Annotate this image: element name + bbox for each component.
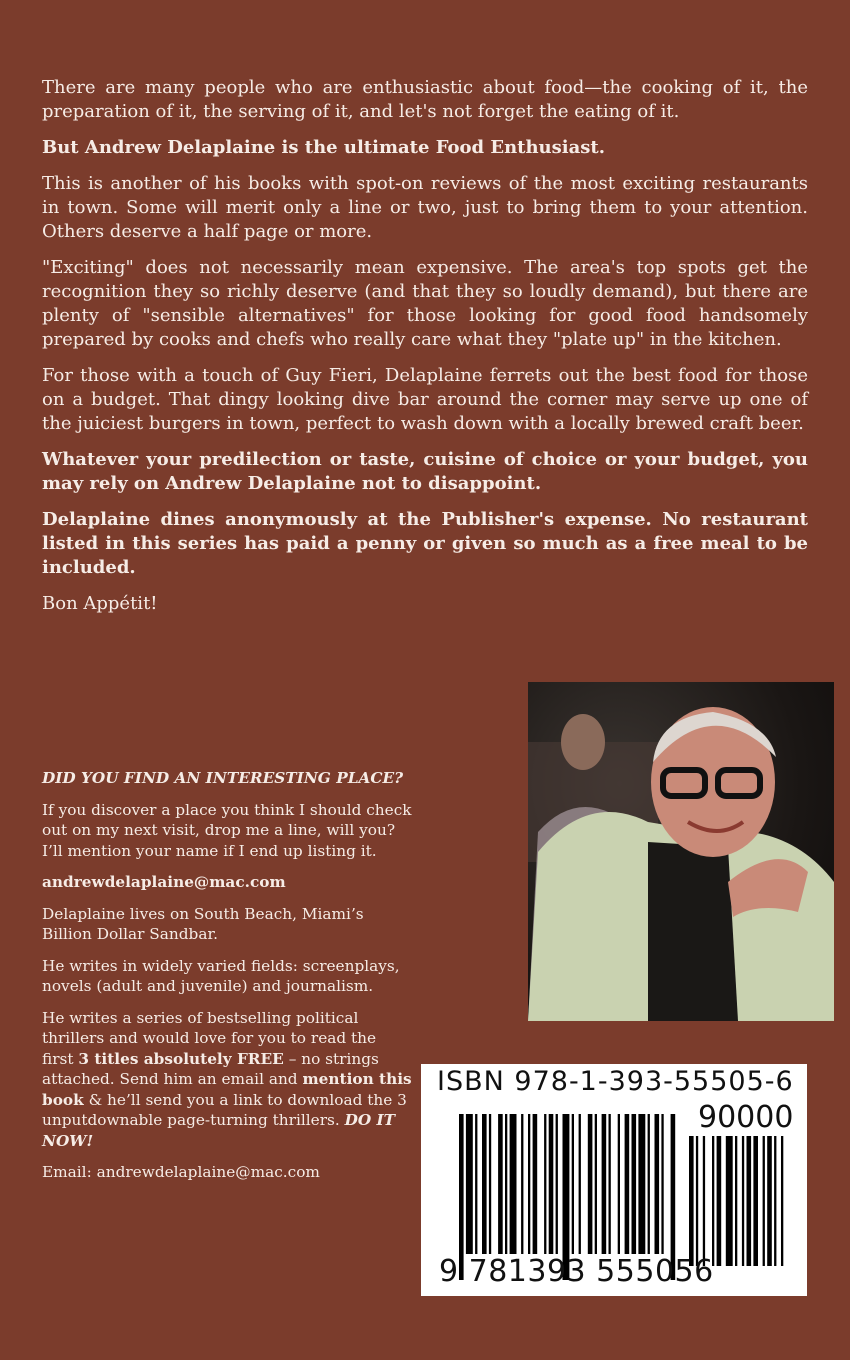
barcode-bar (618, 1114, 620, 1254)
barcode-bar (579, 1114, 581, 1254)
offer-text: He writes a series of bestselling political thrillers and would love for you to read the first (42, 1008, 377, 1068)
offer-text: – no strings attached. Send him an email and (42, 1049, 379, 1088)
barcode-bar (498, 1114, 503, 1254)
intro-paragraph: There are many people who are enthusiastic about food—the cooking of it, the preparation of it, the serving of it, and let's not forget the eating of it. (42, 77, 808, 122)
barcode-bar (689, 1136, 694, 1266)
author-paragraph: Delaplaine lives on South Beach, Miami’s Billion Dollar Sandbar. (42, 904, 364, 943)
offer-bold: 3 titles absolutely FREE (78, 1049, 284, 1068)
barcode-bar (521, 1114, 523, 1254)
barcode-bar (742, 1136, 744, 1266)
barcode-bar (475, 1114, 477, 1254)
barcode-bar (528, 1114, 530, 1254)
barcode-bar (703, 1136, 705, 1266)
barcode-bar (588, 1114, 593, 1254)
author-photo (528, 682, 834, 1021)
intro-paragraph: "Exciting" does not necessarily mean expensive. The area's top spots get the recognition they so richly deserve (and that they so loudly demand), but there are plenty of "sensible alternatives" for those looking for good food handsomely prepared by cooks and chefs who really care what they "plate up" in the kitchen. (42, 257, 808, 350)
barcode-bar (726, 1136, 733, 1266)
barcode-bar (781, 1136, 783, 1266)
barcode-bar (489, 1114, 491, 1254)
barcode-digits: 9 781393 555056 (439, 1254, 714, 1289)
barcode-bar (505, 1114, 507, 1254)
author-offer-paragraph (42, 1008, 412, 1152)
barcode-bar (638, 1114, 645, 1254)
barcode-bar (556, 1114, 558, 1254)
barcode-bar (648, 1114, 650, 1254)
author-email-link[interactable]: andrewdelaplaine@mac.com (42, 873, 286, 891)
author-column (42, 768, 412, 1194)
barcode-bar (661, 1114, 663, 1254)
barcode-bar (625, 1114, 630, 1254)
offer-bold: mention this book (42, 1070, 412, 1109)
price-addon: 90000 (698, 1100, 794, 1135)
intro-bold-paragraph: Delaplaine dines anonymously at the Publisher's expense. No restaurant listed in this series has paid a penny or given so much as a free meal to be included. (42, 509, 808, 578)
barcode-bar (544, 1114, 546, 1254)
author-heading: DID YOU FIND AN INTERESTING PLACE? (42, 769, 404, 787)
isbn-label: ISBN 978-1-393-55505-6 (437, 1066, 794, 1097)
barcode-bar (735, 1136, 737, 1266)
barcode-bar (602, 1114, 607, 1254)
barcode-bar (717, 1136, 722, 1266)
barcode-bar (763, 1136, 765, 1266)
barcode-bar (774, 1136, 776, 1266)
author-email-line[interactable]: Email: andrewdelaplaine@mac.com (42, 1163, 320, 1181)
offer-cta: DO IT NOW! (42, 1111, 396, 1150)
isbn-barcode (421, 1064, 807, 1296)
barcode-bar (482, 1114, 487, 1254)
intro-tagline: But Andrew Delaplaine is the ultimate Food Enthusiast. (42, 137, 605, 158)
barcode-bar (510, 1114, 517, 1254)
sign-off: Bon Appétit! (42, 593, 158, 614)
barcode-bar (747, 1136, 752, 1266)
barcode-bar (595, 1114, 597, 1254)
barcode-bar (572, 1114, 574, 1254)
barcode-bar (632, 1114, 637, 1254)
intro-text (42, 76, 808, 628)
barcode-bar (466, 1114, 473, 1254)
intro-paragraph: For those with a touch of Guy Fieri, Delaplaine ferrets out the best food for those on a budget. That dingy looking dive bar around the corner may serve up one of the juiciest burgers in town, perfect to wash down with a locally brewed craft beer. (42, 365, 808, 434)
barcode-bar (533, 1114, 538, 1254)
barcode-bar (655, 1114, 660, 1254)
intro-bold-paragraph: Whatever your predilection or taste, cuisine of choice or your budget, you may rely on Andrew Delaplaine not to disappoint. (42, 449, 808, 494)
author-paragraph: He writes in widely varied fields: screenplays, novels (adult and juvenile) and journalism. (42, 956, 400, 995)
barcode-bar (609, 1114, 611, 1254)
barcode-bar (767, 1136, 772, 1266)
barcode-bar (712, 1136, 714, 1266)
author-paragraph: If you discover a place you think I should check out on my next visit, drop me a line, will you? I’ll mention your name if I end up listing it. (42, 800, 412, 860)
barcode-bar (753, 1136, 758, 1266)
intro-paragraph: This is another of his books with spot-on reviews of the most exciting restaurants in town. Some will merit only a line or two, just to bring them to your attention. Others deserve a half page or more. (42, 173, 808, 242)
offer-text: & he’ll send you a link to download the 3 unputdownable page-turning thrillers. (42, 1090, 407, 1129)
barcode-bar (549, 1114, 554, 1254)
barcode-bar (696, 1136, 698, 1266)
